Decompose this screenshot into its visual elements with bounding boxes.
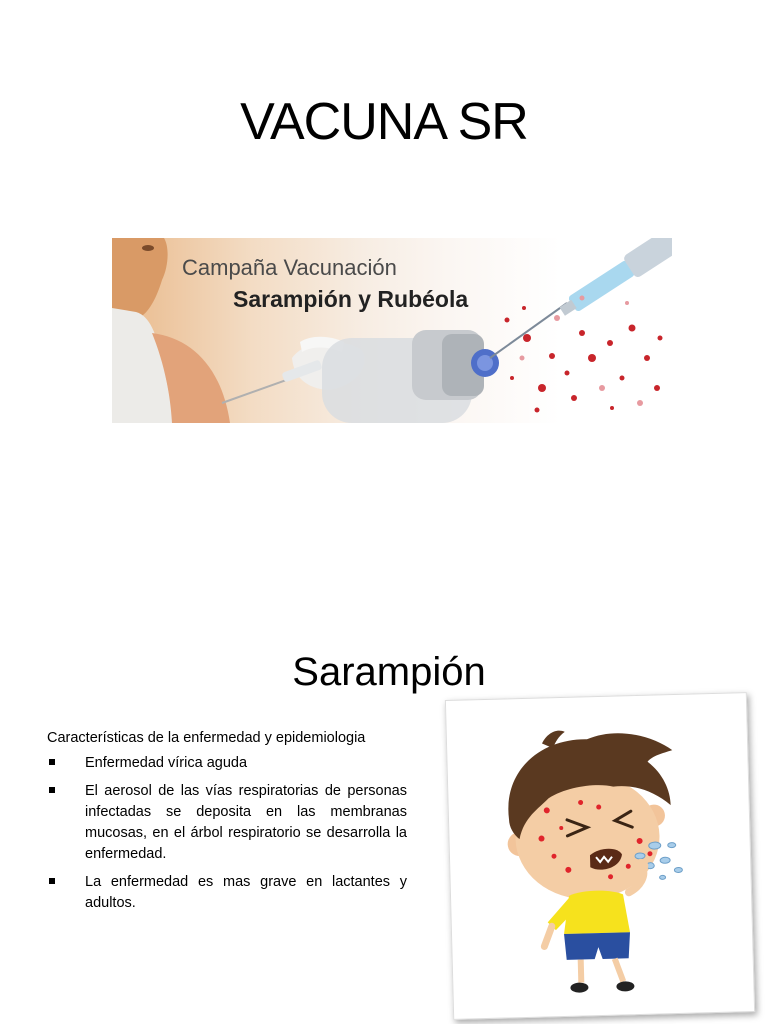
banner-line-diseases: Sarampión y Rubéola [233, 286, 469, 312]
characteristics-heading: Características de la enfermedad y epidemiologia [47, 730, 366, 746]
slide-title: Sarampión [292, 650, 486, 694]
sneezing-boy-icon [446, 693, 754, 1019]
banner-line-campaign: Campaña Vacunación [182, 255, 397, 280]
bullet-item: Enfermedad vírica aguda [47, 753, 407, 774]
bullet-list [47, 753, 407, 914]
campaign-banner [112, 238, 672, 423]
sneezing-boy-illustration [445, 692, 755, 1020]
bullet-item: La enfermedad es mas grave en lactantes y adultos. [47, 872, 407, 914]
slide-sarampion [0, 576, 768, 1024]
disease-characteristics [47, 728, 407, 921]
bullet-item: El aerosol de las vías respiratorias de personas infectadas se deposita en las membranas mucosas, en el árbol respiratorio se desarrolla la enfermedad. [47, 781, 407, 865]
slide-title: VACUNA SR [240, 93, 528, 151]
